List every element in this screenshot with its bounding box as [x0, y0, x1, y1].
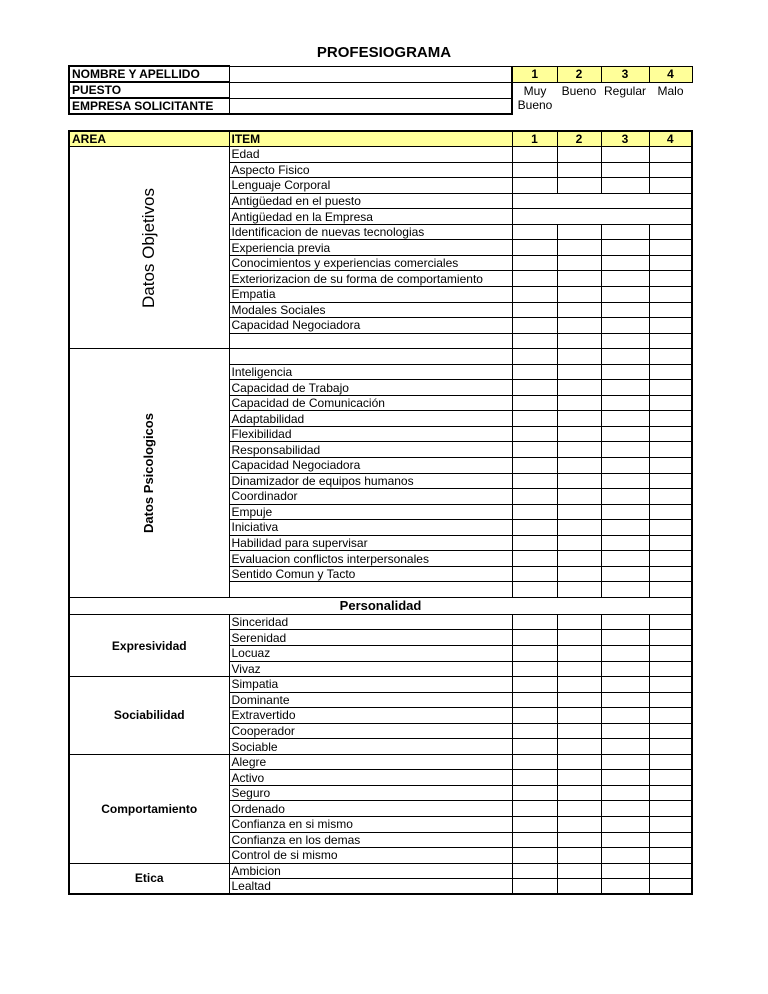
score-cell[interactable]: [601, 224, 649, 240]
score-cell[interactable]: [601, 879, 649, 895]
score-cell[interactable]: [557, 147, 601, 163]
item-cell: Alegre: [229, 754, 512, 770]
merged-score-cell: [512, 193, 692, 209]
info-label: NOMBRE Y APELLIDO: [69, 66, 229, 82]
item-cell: Confianza en los demas: [229, 832, 512, 848]
score-cell[interactable]: [557, 489, 601, 505]
item-cell: Conocimientos y experiencias comerciales: [229, 255, 512, 271]
score-cell[interactable]: [512, 271, 557, 287]
objetivos-area-label: Datos Objetivos: [139, 187, 159, 308]
score-cell[interactable]: [557, 411, 601, 427]
score-cell[interactable]: [649, 473, 692, 489]
item-cell: Dinamizador de equipos humanos: [229, 473, 512, 489]
score-cell[interactable]: [649, 286, 692, 302]
score-cell[interactable]: [512, 318, 557, 334]
score-cell[interactable]: [512, 646, 557, 662]
score-cell[interactable]: [557, 630, 601, 646]
score-cell[interactable]: [557, 162, 601, 178]
score-cell[interactable]: [601, 551, 649, 567]
score-cell[interactable]: [512, 302, 557, 318]
score-cell[interactable]: [512, 333, 557, 349]
score-cell[interactable]: [557, 271, 601, 287]
score-cell[interactable]: [557, 457, 601, 473]
item-cell: Modales Sociales: [229, 302, 512, 318]
table-row: [69, 863, 692, 879]
scale-label: Muy Bueno: [517, 83, 553, 112]
item-cell: Lealtad: [229, 879, 512, 895]
table-row: [69, 147, 692, 163]
score-cell[interactable]: [557, 318, 601, 334]
score-cell[interactable]: [512, 677, 557, 693]
score-cell[interactable]: [557, 879, 601, 895]
info-label: EMPRESA SOLICITANTE: [69, 98, 229, 114]
item-cell: Capacidad Negociadora: [229, 318, 512, 334]
score-cell[interactable]: [512, 754, 557, 770]
score-header: 1: [512, 131, 557, 147]
score-cell[interactable]: [557, 566, 601, 582]
score-cell[interactable]: [649, 240, 692, 256]
score-cell[interactable]: [557, 614, 601, 630]
score-cell[interactable]: [512, 785, 557, 801]
scale-label: Malo: [657, 83, 684, 98]
score-cell[interactable]: [557, 848, 601, 864]
score-cell[interactable]: [557, 832, 601, 848]
score-cell[interactable]: [601, 520, 649, 536]
score-cell[interactable]: [557, 302, 601, 318]
score-cell[interactable]: [601, 504, 649, 520]
score-cell[interactable]: [512, 442, 557, 458]
score-cell[interactable]: [601, 801, 649, 817]
score-cell[interactable]: [649, 504, 692, 520]
score-cell[interactable]: [557, 255, 601, 271]
item-cell: Antigüedad en la Empresa: [229, 209, 512, 225]
score-cell[interactable]: [601, 162, 649, 178]
score-cell[interactable]: [649, 302, 692, 318]
score-cell[interactable]: [649, 770, 692, 786]
score-cell[interactable]: [512, 614, 557, 630]
score-cell[interactable]: [601, 566, 649, 582]
score-cell[interactable]: [601, 240, 649, 256]
score-cell[interactable]: [601, 457, 649, 473]
score-cell[interactable]: [512, 582, 557, 598]
score-cell[interactable]: [512, 723, 557, 739]
item-cell: Habilidad para supervisar: [229, 535, 512, 551]
score-cell[interactable]: [557, 708, 601, 724]
table-row: [69, 614, 692, 630]
item-header: ITEM: [229, 131, 512, 147]
score-cell[interactable]: [649, 801, 692, 817]
score-cell[interactable]: [512, 535, 557, 551]
score-cell[interactable]: [557, 739, 601, 755]
group-label: Comportamiento: [69, 754, 229, 863]
score-cell[interactable]: [557, 785, 601, 801]
score-cell[interactable]: [557, 817, 601, 833]
score-cell[interactable]: [512, 566, 557, 582]
score-cell[interactable]: [512, 879, 557, 895]
objetivos-area-cell: [69, 147, 229, 349]
score-cell[interactable]: [649, 489, 692, 505]
score-cell[interactable]: [649, 535, 692, 551]
score-cell[interactable]: [601, 863, 649, 879]
score-cell[interactable]: [649, 147, 692, 163]
score-cell[interactable]: [512, 349, 557, 365]
table-row: [69, 754, 692, 770]
item-cell: Confianza en si mismo: [229, 817, 512, 833]
score-cell[interactable]: [512, 739, 557, 755]
item-cell: Ordenado: [229, 801, 512, 817]
score-cell[interactable]: [512, 661, 557, 677]
score-cell[interactable]: [601, 442, 649, 458]
info-field[interactable]: [229, 82, 512, 98]
item-cell: Experiencia previa: [229, 240, 512, 256]
score-cell[interactable]: [649, 723, 692, 739]
score-cell[interactable]: [649, 785, 692, 801]
item-cell: Sentido Comun y Tacto: [229, 566, 512, 582]
info-label: PUESTO: [69, 82, 229, 98]
score-cell[interactable]: [649, 646, 692, 662]
score-cell[interactable]: [601, 848, 649, 864]
score-cell[interactable]: [557, 380, 601, 396]
score-cell[interactable]: [649, 879, 692, 895]
score-cell[interactable]: [649, 178, 692, 194]
score-cell[interactable]: [649, 395, 692, 411]
item-cell: Inteligencia: [229, 364, 512, 380]
personalidad-row: [69, 597, 692, 614]
score-cell[interactable]: [649, 442, 692, 458]
score-cell[interactable]: [601, 817, 649, 833]
score-cell[interactable]: [557, 661, 601, 677]
item-cell: Identificacion de nuevas tecnologias: [229, 224, 512, 240]
score-cell[interactable]: [601, 426, 649, 442]
score-cell[interactable]: [512, 178, 557, 194]
group-label: Expresividad: [69, 614, 229, 676]
score-header: 3: [601, 131, 649, 147]
score-cell[interactable]: [649, 614, 692, 630]
score-cell[interactable]: [601, 255, 649, 271]
score-cell[interactable]: [512, 848, 557, 864]
score-cell[interactable]: [649, 739, 692, 755]
score-cell[interactable]: [512, 520, 557, 536]
score-cell[interactable]: [649, 677, 692, 693]
psicologicos-area-cell: [69, 349, 229, 598]
item-cell: Locuaz: [229, 646, 512, 662]
table-header: [69, 131, 692, 147]
score-cell[interactable]: [557, 692, 601, 708]
item-cell: Sociable: [229, 739, 512, 755]
item-cell: Seguro: [229, 785, 512, 801]
scale-number: 4: [649, 66, 692, 82]
item-cell: Dominante: [229, 692, 512, 708]
page-title: PROFESIOGRAMA: [316, 44, 452, 61]
score-cell[interactable]: [512, 162, 557, 178]
score-cell[interactable]: [557, 426, 601, 442]
score-cell[interactable]: [601, 646, 649, 662]
item-cell: Coordinador: [229, 489, 512, 505]
score-cell[interactable]: [601, 364, 649, 380]
scale-number: 3: [601, 66, 649, 82]
score-cell[interactable]: [557, 582, 601, 598]
score-cell[interactable]: [601, 535, 649, 551]
score-cell[interactable]: [512, 473, 557, 489]
item-cell: Empuje: [229, 504, 512, 520]
item-cell: Extravertido: [229, 708, 512, 724]
item-cell: Evaluacion conflictos interpersonales: [229, 551, 512, 567]
score-cell[interactable]: [512, 801, 557, 817]
info-row: [69, 66, 692, 82]
score-cell[interactable]: [557, 349, 601, 365]
score-cell[interactable]: [601, 411, 649, 427]
score-cell[interactable]: [601, 380, 649, 396]
score-cell[interactable]: [557, 240, 601, 256]
score-cell[interactable]: [649, 863, 692, 879]
score-cell[interactable]: [557, 677, 601, 693]
applicant-info-table: [68, 65, 693, 115]
score-cell[interactable]: [601, 318, 649, 334]
score-cell[interactable]: [601, 832, 649, 848]
group-label: Sociabilidad: [69, 677, 229, 755]
score-cell[interactable]: [649, 380, 692, 396]
info-row: [69, 82, 692, 98]
score-cell[interactable]: [512, 832, 557, 848]
score-cell[interactable]: [557, 178, 601, 194]
score-cell[interactable]: [649, 520, 692, 536]
score-cell[interactable]: [649, 271, 692, 287]
scale-label: Bueno: [561, 83, 597, 98]
score-cell[interactable]: [512, 692, 557, 708]
item-cell: Activo: [229, 770, 512, 786]
score-cell[interactable]: [649, 224, 692, 240]
score-cell[interactable]: [601, 302, 649, 318]
info-field[interactable]: [229, 98, 512, 114]
score-cell[interactable]: [649, 566, 692, 582]
score-cell[interactable]: [649, 817, 692, 833]
score-cell[interactable]: [512, 364, 557, 380]
score-cell[interactable]: [512, 817, 557, 833]
area-header: AREA: [69, 131, 229, 147]
score-cell[interactable]: [557, 723, 601, 739]
table-row: [69, 349, 692, 365]
score-cell[interactable]: [512, 411, 557, 427]
score-cell[interactable]: [512, 286, 557, 302]
item-cell: [229, 582, 512, 598]
score-cell[interactable]: [601, 349, 649, 365]
score-cell[interactable]: [649, 630, 692, 646]
score-cell[interactable]: [649, 754, 692, 770]
psicologicos-area-label: Datos Psicologicos: [141, 413, 157, 533]
score-cell[interactable]: [557, 442, 601, 458]
item-cell: Vivaz: [229, 661, 512, 677]
item-cell: Sinceridad: [229, 614, 512, 630]
item-cell: Antigüedad en el puesto: [229, 193, 512, 209]
score-cell[interactable]: [649, 162, 692, 178]
score-cell[interactable]: [601, 692, 649, 708]
score-cell[interactable]: [601, 395, 649, 411]
merged-score-cell: [512, 209, 692, 225]
score-header: 4: [649, 131, 692, 147]
score-cell[interactable]: [512, 380, 557, 396]
score-cell[interactable]: [601, 147, 649, 163]
score-cell[interactable]: [557, 863, 601, 879]
score-cell[interactable]: [512, 489, 557, 505]
score-cell[interactable]: [557, 520, 601, 536]
info-field[interactable]: [229, 66, 512, 82]
item-cell: Edad: [229, 147, 512, 163]
item-cell: [229, 333, 512, 349]
scale-number: 2: [557, 66, 601, 82]
score-cell[interactable]: [601, 271, 649, 287]
item-cell: Empatia: [229, 286, 512, 302]
score-cell[interactable]: [601, 630, 649, 646]
score-cell[interactable]: [512, 147, 557, 163]
score-cell[interactable]: [601, 708, 649, 724]
score-cell[interactable]: [649, 411, 692, 427]
score-cell[interactable]: [512, 426, 557, 442]
score-cell[interactable]: [601, 770, 649, 786]
score-cell[interactable]: [512, 457, 557, 473]
score-cell[interactable]: [512, 240, 557, 256]
score-cell[interactable]: [601, 582, 649, 598]
score-cell[interactable]: [649, 318, 692, 334]
item-cell: Capacidad de Comunicación: [229, 395, 512, 411]
score-cell[interactable]: [601, 286, 649, 302]
item-cell: Flexibilidad: [229, 426, 512, 442]
score-cell[interactable]: [557, 535, 601, 551]
score-cell[interactable]: [601, 333, 649, 349]
score-cell[interactable]: [512, 255, 557, 271]
score-cell[interactable]: [557, 754, 601, 770]
group-label: Etica: [69, 863, 229, 894]
score-cell[interactable]: [557, 224, 601, 240]
item-cell: Lenguaje Corporal: [229, 178, 512, 194]
score-cell[interactable]: [557, 473, 601, 489]
table-row: [69, 677, 692, 693]
score-cell[interactable]: [512, 504, 557, 520]
item-cell: Responsabilidad: [229, 442, 512, 458]
item-cell: Serenidad: [229, 630, 512, 646]
score-cell[interactable]: [601, 178, 649, 194]
score-cell[interactable]: [649, 708, 692, 724]
score-header: 2: [557, 131, 601, 147]
score-cell[interactable]: [601, 785, 649, 801]
item-cell: Capacidad de Trabajo: [229, 380, 512, 396]
score-cell[interactable]: [649, 333, 692, 349]
score-cell[interactable]: [557, 646, 601, 662]
score-cell[interactable]: [557, 286, 601, 302]
score-cell[interactable]: [601, 723, 649, 739]
score-cell[interactable]: [557, 333, 601, 349]
score-cell[interactable]: [649, 582, 692, 598]
score-cell[interactable]: [601, 489, 649, 505]
item-cell: [229, 349, 512, 365]
score-cell[interactable]: [557, 770, 601, 786]
score-cell[interactable]: [557, 395, 601, 411]
score-cell[interactable]: [601, 473, 649, 489]
score-cell[interactable]: [649, 692, 692, 708]
score-cell[interactable]: [512, 863, 557, 879]
score-cell[interactable]: [557, 551, 601, 567]
score-cell[interactable]: [649, 551, 692, 567]
score-cell[interactable]: [601, 677, 649, 693]
item-cell: Cooperador: [229, 723, 512, 739]
score-cell[interactable]: [512, 770, 557, 786]
score-cell[interactable]: [557, 801, 601, 817]
score-cell[interactable]: [601, 739, 649, 755]
item-cell: Control de si mismo: [229, 848, 512, 864]
item-cell: Simpatia: [229, 677, 512, 693]
score-cell[interactable]: [601, 754, 649, 770]
item-cell: Adaptabilidad: [229, 411, 512, 427]
score-cell[interactable]: [512, 630, 557, 646]
score-cell[interactable]: [649, 457, 692, 473]
score-cell[interactable]: [512, 551, 557, 567]
score-cell[interactable]: [512, 395, 557, 411]
score-cell[interactable]: [649, 426, 692, 442]
score-cell[interactable]: [512, 708, 557, 724]
score-cell[interactable]: [557, 364, 601, 380]
score-cell[interactable]: [649, 349, 692, 365]
score-cell[interactable]: [601, 614, 649, 630]
score-cell[interactable]: [601, 661, 649, 677]
item-cell: Iniciativa: [229, 520, 512, 536]
score-cell[interactable]: [512, 224, 557, 240]
item-cell: Capacidad Negociadora: [229, 457, 512, 473]
score-cell[interactable]: [649, 661, 692, 677]
score-cell[interactable]: [649, 848, 692, 864]
score-cell[interactable]: [649, 832, 692, 848]
scale-number: 1: [512, 66, 557, 82]
scale-label: Regular: [603, 83, 647, 98]
personalidad-title: Personalidad: [69, 597, 692, 614]
score-cell[interactable]: [649, 255, 692, 271]
item-cell: Ambicion: [229, 863, 512, 879]
score-cell[interactable]: [649, 364, 692, 380]
item-cell: Aspecto Fisico: [229, 162, 512, 178]
profesiograma-table: [68, 130, 693, 895]
item-cell: Exteriorizacion de su forma de comportamiento: [229, 271, 512, 287]
score-cell[interactable]: [557, 504, 601, 520]
